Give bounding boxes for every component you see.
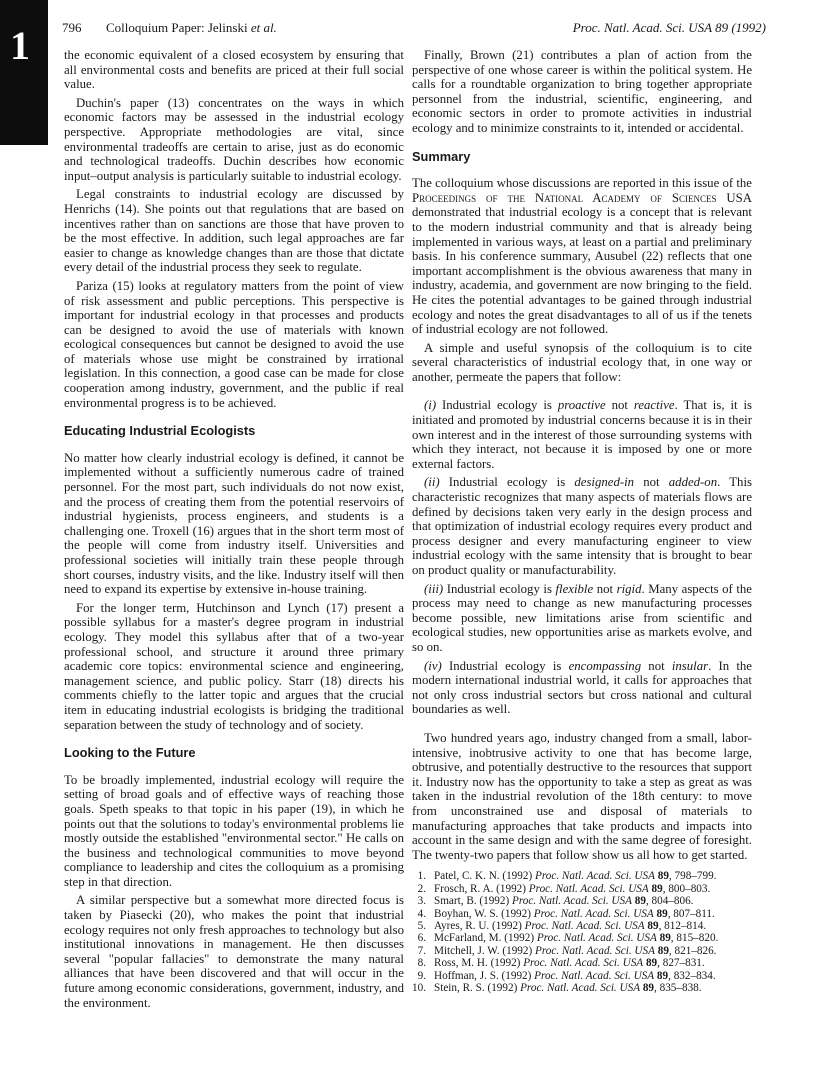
paragraph: To be broadly implemented, industrial ecology will require the setting of broad goals and of effective ways of reaching those goals. Speth speaks to that topic in his paper (19), in which he points out that the solutions to today's environmental problems lie mostly outside the established "environmental sector." He calls on the business and technological communities to move beyond compliance to leadership and cites the colloquium as a promising step in that direction. — [64, 772, 404, 889]
reference-item: 2. Frosch, R. A. (1992) Proc. Natl. Acad. Sci. USA 89, 800–803. — [417, 882, 711, 895]
journal-citation: Proc. Natl. Acad. Sci. USA 89 (1992) — [572, 20, 766, 35]
paragraph: Legal constraints to industrial ecology are discussed by Henrichs (14). She points out that regulations that are based on incentives rather than on sanctions are those that have proven to be the most effective. In addition, such legal approaches are far easier to change as knowledge changes than are those that dictate every detail of the industrial process they seek to regulate. — [64, 187, 404, 275]
paragraph: Finally, Brown (21) contributes a plan of action from the perspective of one whose career is within the political system. He calls for a roundtable organization to bring together appropriate personnel from the industrial, scientific, engineering, and economic sectors in order to promote activities in industrial ecology and to minimize constraints to it, intended or accidental. — [412, 48, 752, 135]
paragraph: the economic equivalent of a closed ecosystem by ensuring that all environmental costs and benefits are priced at their full social value. — [64, 48, 404, 92]
text-run: . Many aspects of the process may need to change as new manufacturing processes become possible, new limitations arise from scientific and ecological studies, new opportunities arise as markets evolve, and so on. — [412, 581, 752, 654]
text-run: not — [641, 658, 672, 673]
text-run: . This characteristic recognizes that many aspects of materials flows are defined by decisions taken very early in the design process and that optimization of industrial ecology requires every product and process designer and every manufacturing engineer to view industrial ecology with the same intensity that is brought to bear on product quality or manufacturability. — [412, 475, 752, 577]
text-run: not — [634, 475, 669, 490]
emphasis: added-on — [668, 475, 718, 490]
page-header — [62, 20, 766, 38]
reference-item: 7. Mitchell, J. W. (1992) Proc. Natl. Acad. Sci. USA 89, 821–826. — [417, 944, 717, 957]
text-run: USA demonstrated that industrial ecology is a concept that is relevant to the modern industrial community and that is already being implemented in various ways, at least on a partial and preliminary basis. In his conference summary, Ausubel (22) reflects that one important accomplishment is the obvious awareness that many in industry, academia, and government are now bringing to the field. He cites the potential advantages to be gained through industrial ecology and notes the great disadvantages to all of us if the tenets of industrial ecology are not followed. — [412, 190, 752, 337]
section-tab — [0, 0, 48, 145]
item-number: (i) — [424, 398, 437, 413]
journal-name-smallcaps: Proceedings of the National Academy of Sciences — [412, 190, 717, 205]
paragraph: A similar perspective but a somewhat more directed focus is taken by Piasecki (20), who makes the point that industrial ecology requires not only fresh approaches to technology but also institutional innovations in management. He then discusses several "popular fallacies" to demonstrate the many natural alliances that have been discovered and that will occur in the future among economic considerations, government, industry, and the environment. — [64, 893, 404, 1010]
emphasis: reactive — [633, 398, 675, 413]
paragraph-summary — [412, 176, 752, 337]
emphasis: encompassing — [568, 658, 642, 673]
paragraph-closing: Two hundred years ago, industry changed from a small, labor-intensive, inobtrusive activity to one that has become large, obtrusive, and potentially destructive to the resources that support it. Industry now has the opportunity to take a step as great as was taken in the industrial revolution of the 18th century: to move from unconstrained use and disposal of materials to manufacturing approaches that take products and impacts into account in the same design and with the same degree of foresight. The twenty-two papers that follow show us all how to get started. — [412, 730, 752, 862]
paragraph: No matter how clearly industrial ecology is defined, it cannot be implemented without a sufficiently numerous cadre of trained personnel. For the most part, such individuals do not now exist, and the process of creating them from the potential reservoirs of industrial hygienists, process engineers, and students is a challenging one. Troxell (16) argues that in the short term most of the people will come from industry itself. Universities and professional societies will initially train these people through short courses, industry visits, and the like. Industry itself will then need to expand its expertise by extensive in-house training. — [64, 450, 404, 597]
reference-item: 8. Ross, M. H. (1992) Proc. Natl. Acad. Sci. USA 89, 827–831. — [417, 957, 705, 970]
page-number: 796 — [62, 20, 82, 35]
text-run: . In the modern international industrial world, it calls for approaches that not only cross industrial sectors but cross national and cultural boundaries as well. — [412, 658, 752, 717]
item-number: (iv) — [424, 658, 442, 673]
item-number: (ii) — [424, 475, 440, 490]
reference-item: 10. Stein, R. S. (1992) Proc. Natl. Acad. Sci. USA 89, 835–838. — [412, 981, 702, 994]
section-heading-educating: Educating Industrial Ecologists — [64, 423, 256, 439]
text-run: not — [593, 581, 617, 596]
emphasis: rigid — [616, 581, 642, 596]
reference-item: 5. Ayres, R. U. (1992) Proc. Natl. Acad. Sci. USA 89, 812–814. — [417, 919, 707, 932]
text-run: Industrial ecology is — [441, 658, 569, 673]
paragraph: A simple and useful synopsis of the colloquium is to cite several characteristics of industrial ecology that, in one way or another, permeate the papers that follow: — [412, 340, 752, 384]
reference-list — [412, 870, 752, 994]
paragraph: For the longer term, Hutchinson and Lynch (17) present a possible syllabus for a master's degree program in industrial ecology. They model this syllabus after that of a two-year professional school, and structure it around three primary academic core topics: environmental science and engineering, management science, and public policy. Starr (18) directs his comments chiefly to the latter topic and argues that the crucial item in educating industrial ecologists is bridging the traditional separation between the study of technology and of society. — [64, 600, 404, 732]
text-run: Industrial ecology is — [439, 475, 575, 490]
emphasis: flexible — [555, 581, 594, 596]
characteristic-item — [412, 475, 752, 577]
reference-item: 4. Boyhan, W. S. (1992) Proc. Natl. Acad. Sci. USA 89, 807–811. — [417, 907, 715, 920]
paragraph: Pariza (15) looks at regulatory matters from the point of view of risk assessment and public perceptions. This perspective is important for industrial ecology in that processes and products can be designed to avoid the use of materials with known ecological consequences but cannot be designed to avoid the use of materials whose use might be constrained by irrational legislation. In this connection, a good case can be made for close cooperation among industry, government, and the public if real environmental progress is to be achieved. — [64, 278, 404, 410]
characteristic-item — [412, 582, 752, 655]
reference-item: 9. Hoffman, J. S. (1992) Proc. Natl. Acad. Sci. USA 89, 832–834. — [417, 969, 716, 982]
running-title-etal: et al. — [250, 20, 277, 35]
text-run: not — [605, 398, 634, 413]
item-number: (iii) — [424, 581, 444, 596]
text-run: . That is, it is initiated and promoted by industrial concerns because it is in their own interest and in the interest of those surrounding systems with which they interact, not because it is imposed by one or more external factors. — [412, 398, 752, 471]
characteristic-item — [412, 659, 752, 717]
reference-item: 3. Smart, B. (1992) Proc. Natl. Acad. Sci. USA 89, 804–806. — [417, 895, 694, 908]
section-heading-future: Looking to the Future — [64, 745, 196, 761]
text-run: Industrial ecology is — [436, 398, 558, 413]
section-heading-summary: Summary — [412, 148, 471, 164]
emphasis: insular — [671, 658, 709, 673]
emphasis: designed-in — [574, 475, 635, 490]
text-run: The colloquium whose discussions are reported in this issue of the — [412, 176, 752, 191]
reference-item: 1. Patel, C. K. N. (1992) Proc. Natl. Acad. Sci. USA 89, 798–799. — [417, 870, 717, 883]
right-column — [412, 48, 752, 994]
running-title — [106, 20, 277, 36]
characteristic-item — [412, 398, 752, 471]
emphasis: proactive — [557, 398, 606, 413]
text-run: Industrial ecology is — [443, 581, 556, 596]
section-tab-number: 1 — [10, 23, 30, 68]
left-column — [64, 48, 404, 1014]
reference-item: 6. McFarland, M. (1992) Proc. Natl. Acad. Sci. USA 89, 815–820. — [417, 932, 719, 945]
running-title-text: Colloquium Paper: Jelinski — [106, 20, 251, 35]
paragraph: Duchin's paper (13) concentrates on the ways in which economic factors may be assessed in the industrial ecology perspective. Appropriate methodologies are vital, since environmental tradeoffs are certain to arise, just as do economic and technological tradeoffs. Duchin describes how economic input–output analysis is particularly suitable to industrial ecology. — [64, 95, 404, 183]
